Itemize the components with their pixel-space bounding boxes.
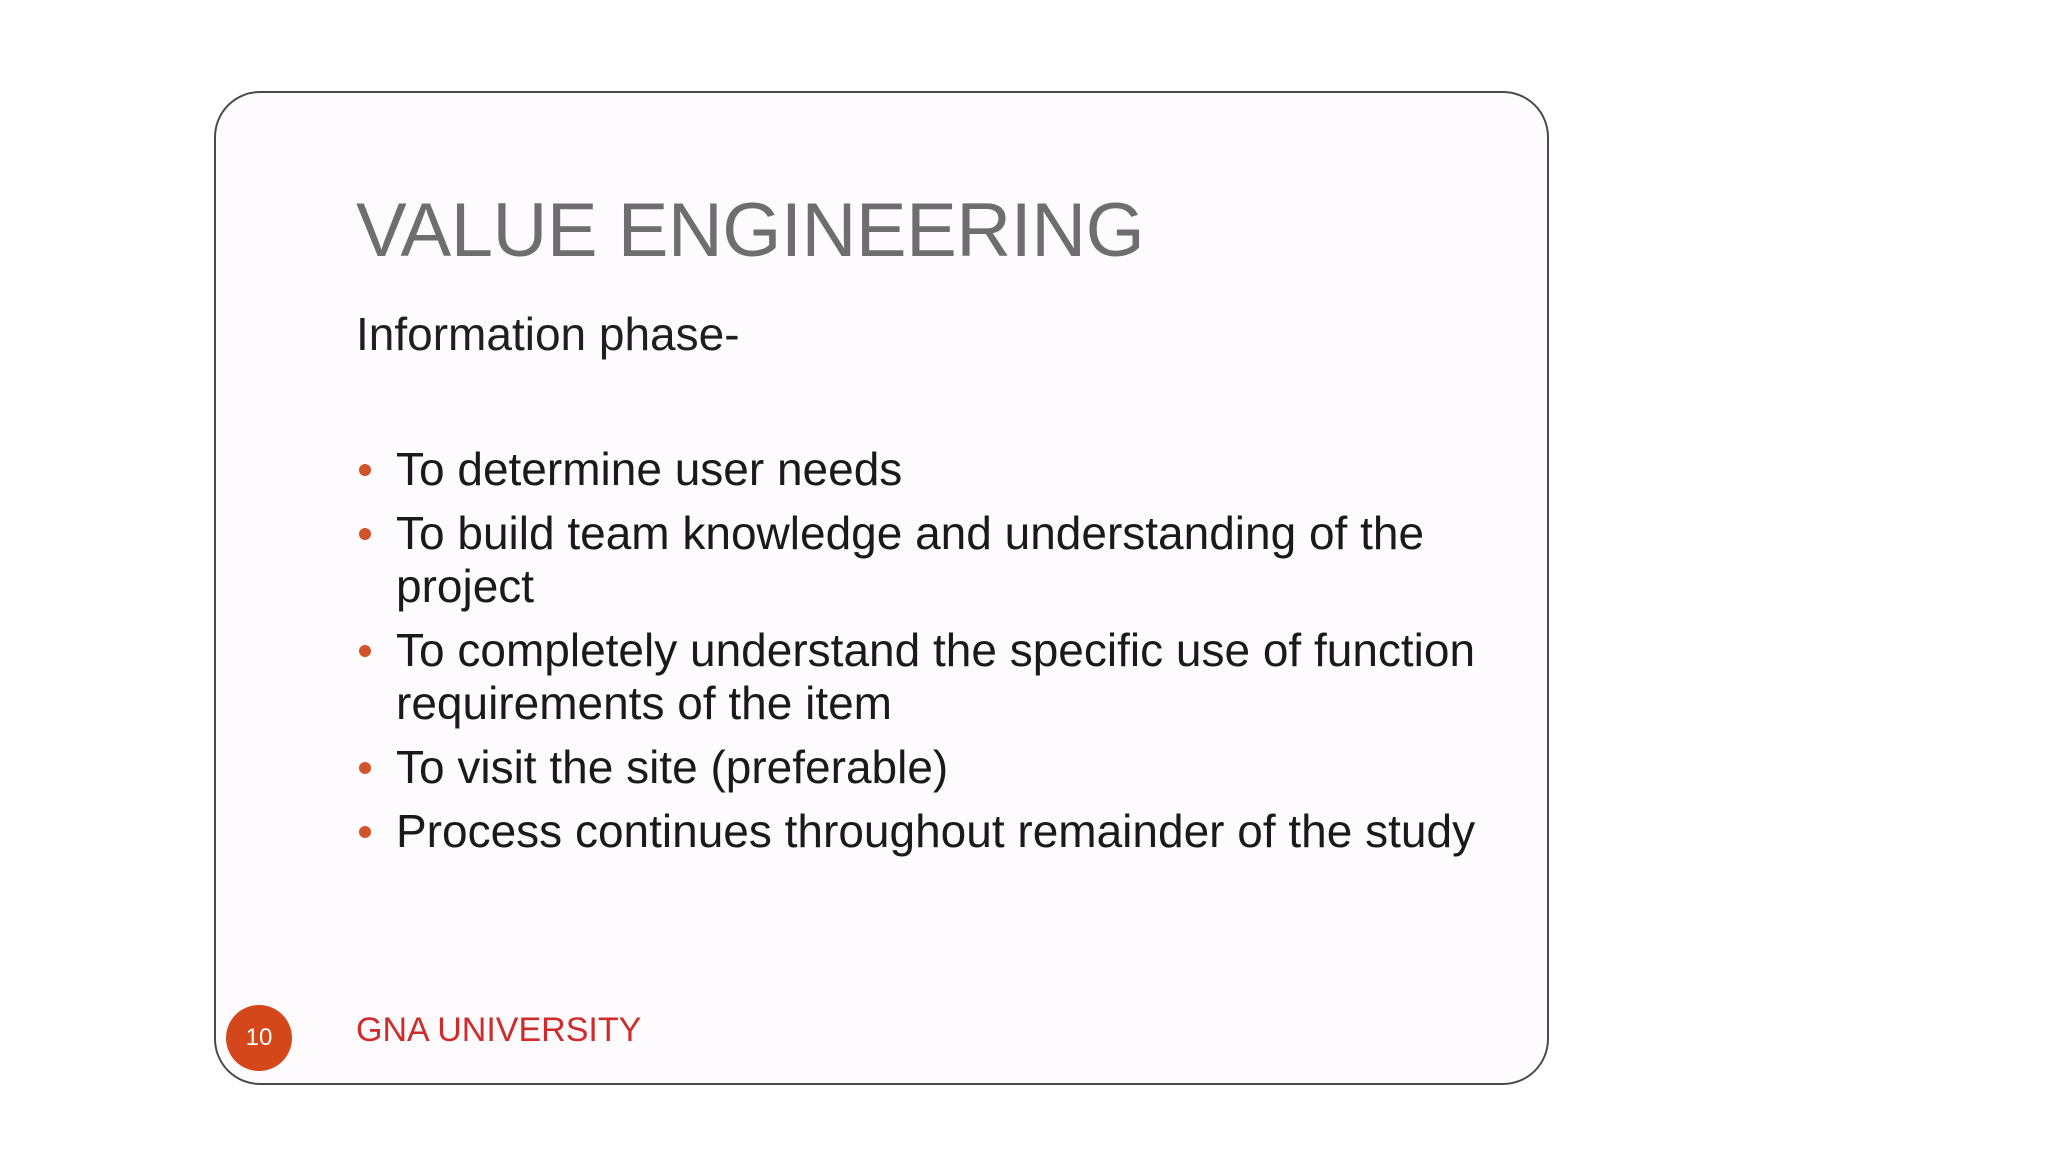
slide-title: VALUE ENGINEERING — [356, 188, 1145, 273]
bullet-text: To visit the site (preferable) — [396, 741, 949, 793]
bullet-icon — [359, 762, 371, 774]
bullet-item — [356, 507, 1486, 613]
bullet-text: To build team knowledge and understanding of the project — [396, 507, 1425, 612]
footer-university-name: GNA UNIVERSITY — [356, 1011, 642, 1049]
bullet-item — [356, 805, 1486, 858]
bullet-list — [356, 443, 1486, 869]
slide-subtitle: Information phase- — [356, 308, 740, 360]
bullet-icon — [359, 645, 371, 657]
bullet-text: To determine user needs — [396, 443, 903, 495]
slide — [214, 91, 1549, 1085]
bullet-item — [356, 443, 1486, 496]
bullet-item — [356, 624, 1486, 730]
bullet-icon — [359, 528, 371, 540]
bullet-item — [356, 741, 1486, 794]
page-number-badge: 10 — [226, 1005, 292, 1071]
bullet-text: Process continues throughout remainder of the study — [396, 805, 1476, 857]
bullet-icon — [359, 464, 371, 476]
bullet-text: To completely understand the specific use of function requirements of the item — [396, 624, 1476, 729]
bullet-icon — [359, 826, 371, 838]
